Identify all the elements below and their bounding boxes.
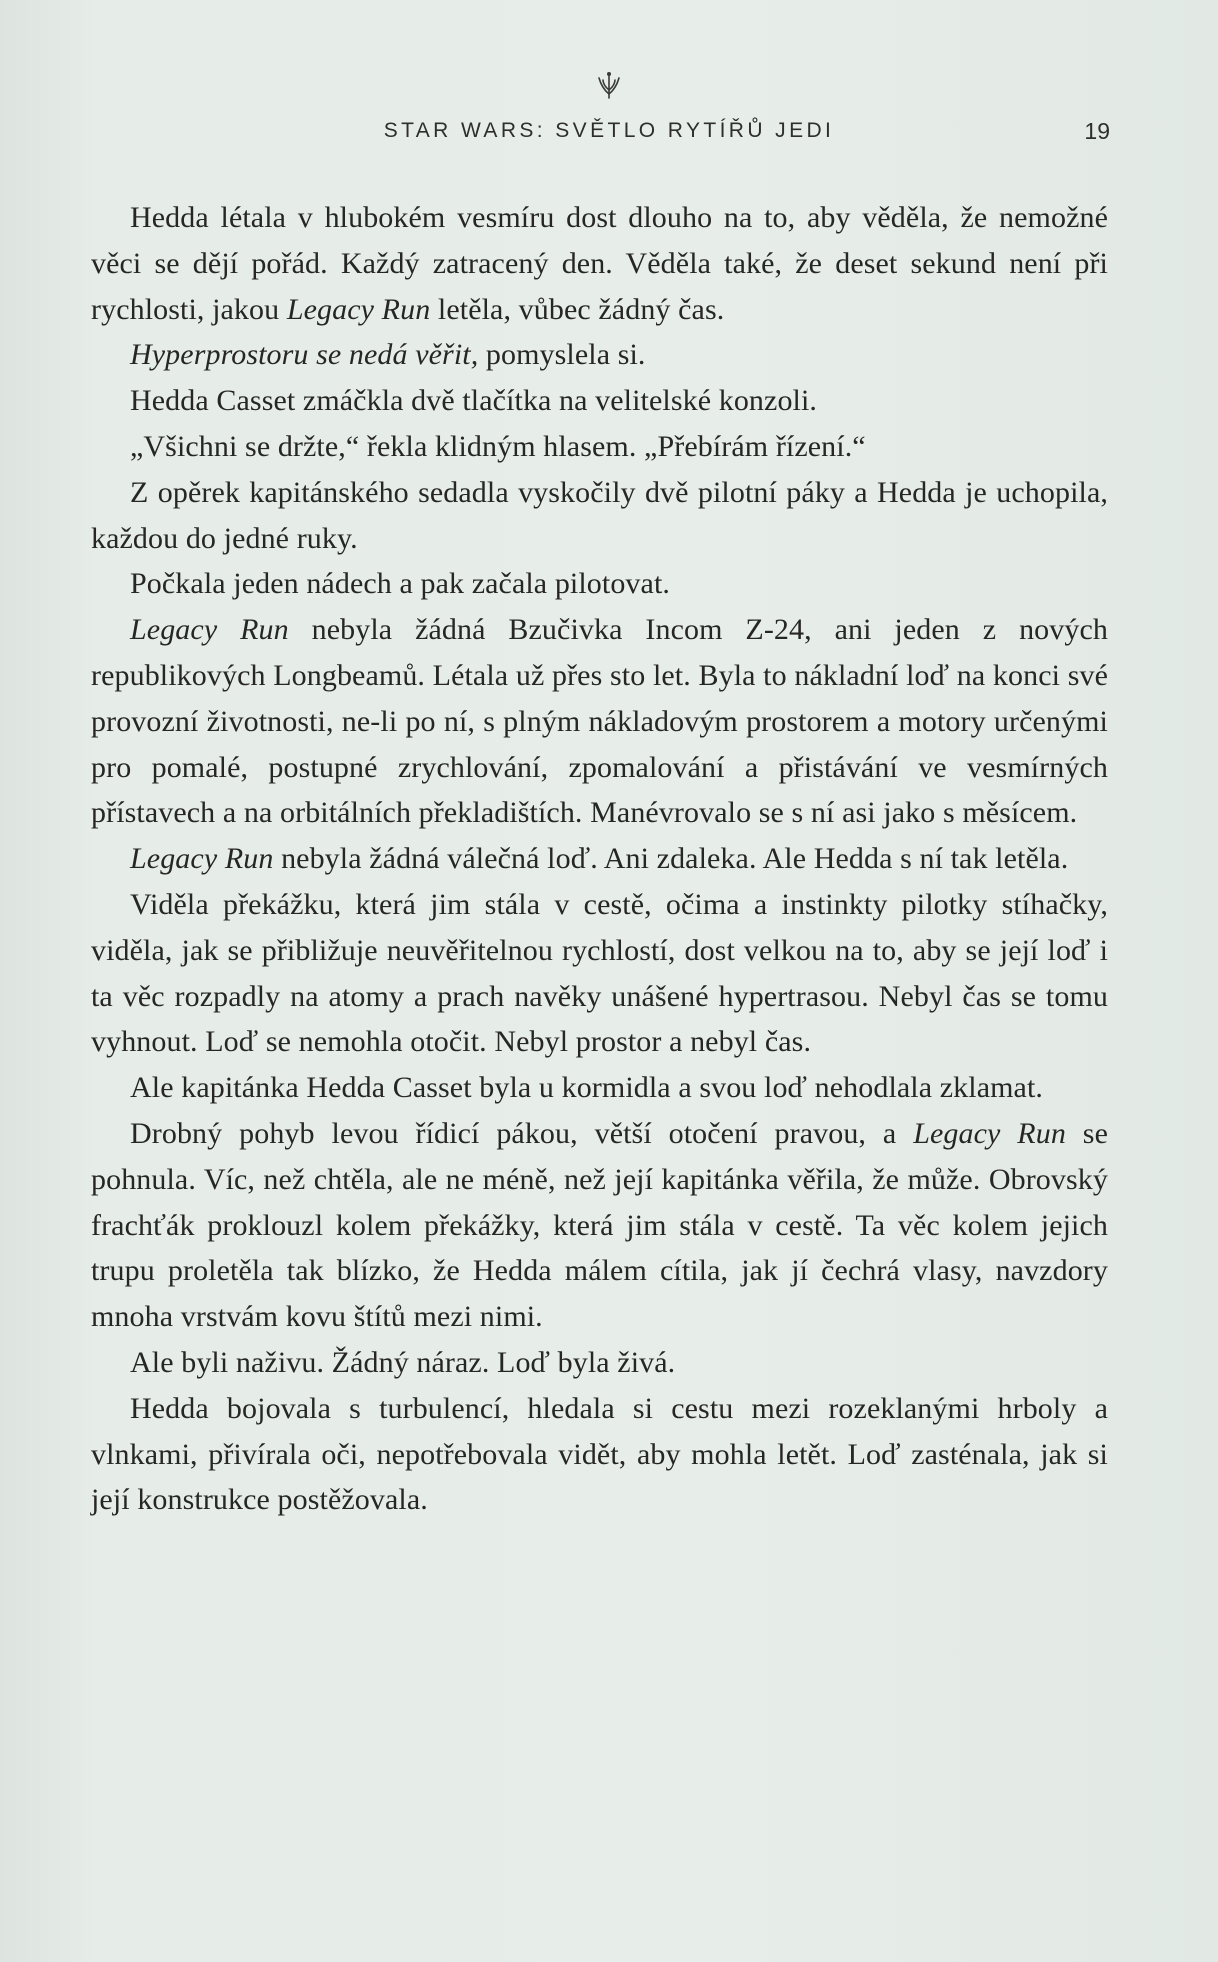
paragraph (91, 424, 1108, 470)
paragraph (91, 378, 1108, 424)
page-header (0, 113, 1218, 149)
running-title: STAR WARS: SVĚTLO RYTÍŘŮ JEDI (383, 119, 835, 142)
text-run: nebyla žádná Bzučivka Incom Z-24, ani jeden z nových republikových Longbeamů. Létala už přes sto let. Byla to nákladní loď na konci své provozní životnosti, ne-li po ní, s plným nákladovým prostorem a motory určenými pro pomalé, postupné zrychlování, zpomalování a přistávání ve vesmírných přístavech a na orbitálních překladištích. Manévrovalo se s ní asi jako s měsícem. (91, 613, 1108, 830)
text-run: Hedda Casset zmáčkla dvě tlačítka na velitelské konzoli. (130, 384, 818, 418)
leaf-ornament-icon (591, 68, 627, 102)
paragraph (91, 882, 1108, 1065)
italic-text: Legacy Run (130, 842, 274, 876)
paragraph (91, 332, 1108, 378)
text-run: Počkala jeden nádech a pak začala pilotovat. (130, 567, 670, 601)
text-run: Viděla překážku, která jim stála v cestě, očima a instinkty pilotky stíhačky, viděla, jak se přibližuje neuvěřitelnou rychlostí, dost velkou na to, aby se její loď i ta věc rozpadly na atomy a prach navěky unášené hypertrasou. Nebyl čas se tomu vyhnout. Loď se nemohla otočit. Nebyl prostor a nebyl čas. (91, 887, 1108, 1059)
paragraph (91, 1111, 1108, 1340)
text-run: Z opěrek kapitánského sedadla vyskočily dvě pilotní páky a Hedda je uchopila, každou do jedné ruky. (91, 475, 1108, 555)
text-run: „Všichni se držte,“ řekla klidným hlasem. „Přebírám řízení.“ (130, 429, 866, 463)
text-run: Ale byli naživu. Žádný náraz. Loď byla živá. (130, 1345, 676, 1379)
text-run: pomyslela si. (478, 338, 646, 372)
italic-text: Legacy Run (286, 292, 431, 326)
body-text (91, 195, 1108, 1523)
italic-text: Legacy Run (913, 1116, 1066, 1150)
page-number: 19 (1084, 118, 1110, 144)
paragraph (91, 470, 1108, 562)
paragraph (91, 195, 1108, 332)
paragraph (91, 1340, 1108, 1386)
text-run: Drobný pohyb levou řídicí pákou, větší otočení pravou, a (130, 1116, 914, 1150)
italic-text: Hyperprostoru se nedá věřit, (130, 338, 479, 372)
text-run: Hedda bojovala s turbulencí, hledala si cestu mezi rozeklanými hrboly a vlnkami, přivírala oči, nepotřebovala vidět, aby mohla letět. Loď zasténala, jak si její konstrukce postěžovala. (91, 1391, 1108, 1517)
text-run: nebyla žádná válečná loď. Ani zdaleka. Ale Hedda s ní tak letěla. (273, 842, 1069, 876)
paragraph (91, 561, 1108, 607)
text-run: se pohnula. Víc, než chtěla, ale ne méně, než její kapitánka věřila, že může. Obrovský frachťák proklouzl kolem překážky, která jim stála v cestě. Ta věc kolem jejich trupu proletěla tak blízko, že Hedda málem cítila, jak jí čechrá vlasy, navzdory mnoha vrstvám kovu štítů mezi nimi. (91, 1116, 1108, 1334)
text-run: Ale kapitánka Hedda Casset byla u kormidla a svou loď nehodlala zklamat. (130, 1071, 1044, 1105)
paragraph (91, 1065, 1108, 1111)
paragraph (91, 1386, 1108, 1523)
paragraph (91, 607, 1108, 836)
text-run: Hedda létala v hlubokém vesmíru dost dlouho na to, aby věděla, že nemožné věci se dějí pořád. Každý zatracený den. Věděla také, že deset sekund není při rychlosti, jakou (91, 201, 1108, 326)
paragraph (91, 836, 1108, 882)
text-run: letěla, vůbec žádný čas. (430, 292, 725, 326)
italic-text: Legacy Run (130, 613, 289, 647)
